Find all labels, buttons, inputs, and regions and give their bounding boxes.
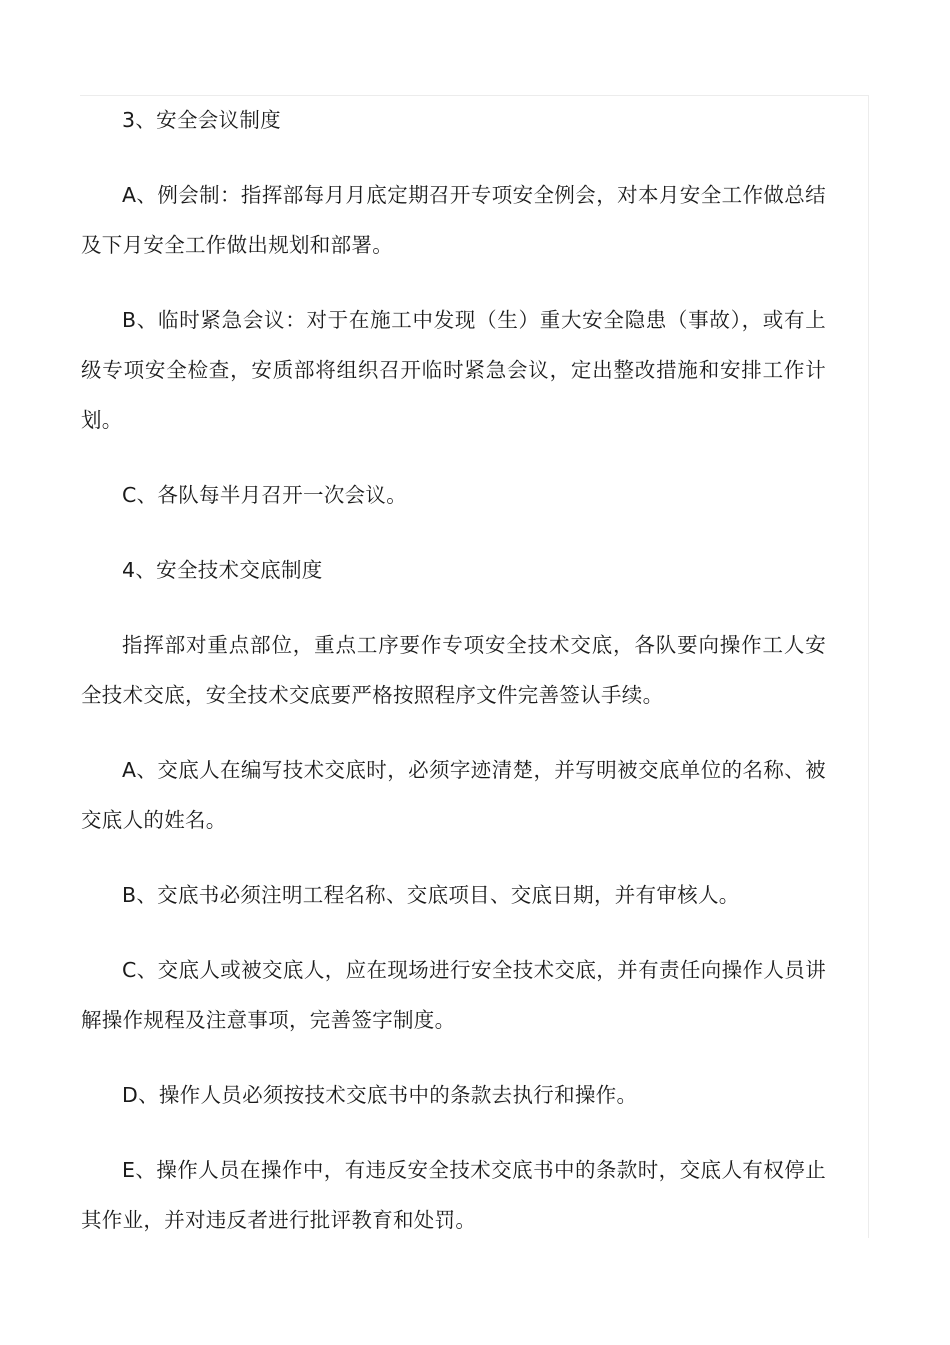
section-heading-technical-briefing: 4、安全技术交底制度	[122, 558, 323, 582]
paragraph-briefing-e: E、操作人员在操作中，有违反安全技术交底书中的条款时，交底人有权停止其作业，并对违反者进行批评教育和处罚。	[81, 1158, 826, 1232]
document-body	[81, 95, 826, 1245]
paragraph-team-meeting: C、各队每半月召开一次会议。	[122, 483, 408, 507]
paragraph-regular-meeting: A、例会制：指挥部每月月底定期召开专项安全例会，对本月安全工作做总结及下月安全工作做出规划和部署。	[81, 183, 826, 257]
paragraph-briefing-a: A、交底人在编写技术交底时，必须字迹清楚，并写明被交底单位的名称、被交底人的姓名。	[81, 758, 826, 832]
paragraph-briefing-c: C、交底人或被交底人，应在现场进行安全技术交底，并有责任向操作人员讲解操作规程及注意事项，完善签字制度。	[81, 958, 826, 1032]
paragraph-briefing-b: B、交底书必须注明工程名称、交底项目、交底日期，并有审核人。	[122, 883, 740, 907]
paragraph-emergency-meeting: B、临时紧急会议：对于在施工中发现（生）重大安全隐患（事故），或有上级专项安全检查，安质部将组织召开临时紧急会议，定出整改措施和安排工作计划。	[81, 308, 826, 432]
section-heading-safety-meeting: 3、安全会议制度	[122, 108, 281, 132]
paragraph-briefing-intro: 指挥部对重点部位，重点工序要作专项安全技术交底，各队要向操作工人安全技术交底，安全技术交底要严格按照程序文件完善签认手续。	[81, 633, 826, 707]
paragraph-briefing-d: D、操作人员必须按技术交底书中的条款去执行和操作。	[122, 1083, 638, 1107]
